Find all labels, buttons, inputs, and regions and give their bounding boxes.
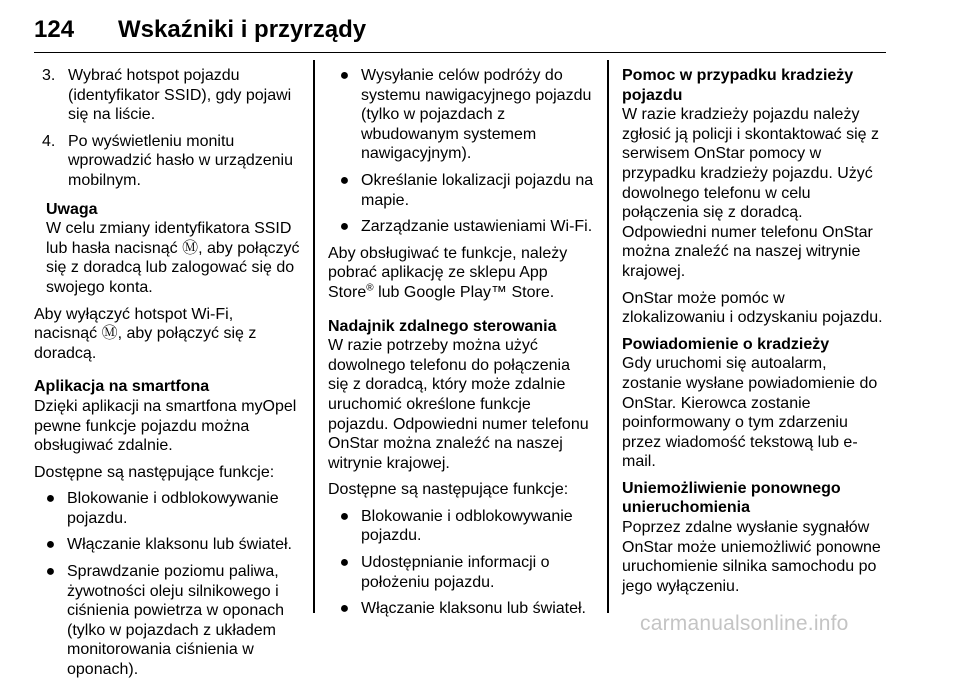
heading-theft-alert: Powiadomienie o kradzieży	[622, 335, 830, 353]
step-number: 4.	[42, 132, 56, 150]
step-text: Po wyświetleniu monitu wprowadzić hasło w urządzeniu mobilnym.	[68, 132, 293, 189]
list-item: ● Wysyłanie celów podróży do systemu nawigacyjnego pojazdu (tylko w pojazdach z wbudowanym systemem nawigacyjnym).	[328, 66, 594, 164]
list-item: ● Udostępnianie informacji o położeniu pojazdu.	[328, 553, 594, 592]
heading-remote-control: Nadajnik zdalnego sterowania	[328, 317, 557, 335]
note-title: Uwaga	[46, 200, 98, 218]
list-item: ● Blokowanie i odblokowywanie pojazdu.	[328, 507, 594, 546]
note-block	[34, 200, 300, 298]
theft-text: W razie kradzieży pojazdu należy zgłosić ją policji i skontaktować się z serwisem OnStar pomocy w przypadku kradzieży pojazdu. Użyć dowolnego telefonu w celu połączenia się z doradcą. Odpowiedni numer telefonu OnStar można znaleźć na naszej witrynie krajowej.	[622, 106, 879, 280]
step-4	[34, 132, 300, 191]
note-text: W celu zmiany identyfikatora SSID lub hasła nacisnąć Ⓜ, aby połączyć się z doradcą lub zalogować się do swojego konta.	[46, 220, 300, 296]
watermark: carmanualsonline.info	[640, 612, 849, 635]
immob-text: Poprzez zdalne wysłanie sygnałów OnStar może uniemożliwić ponowne uruchomienie silnika samochodu po jego wyłączeniu.	[622, 519, 881, 595]
bullet-icon: ●	[45, 563, 56, 581]
column-1	[34, 60, 300, 680]
functions-intro: Dostępne są następujące funkcje:	[328, 481, 569, 499]
list-item: ● Zarządzanie ustawieniami Wi-Fi.	[328, 217, 594, 237]
bullet-icon: ●	[45, 536, 56, 554]
step-text: Wybrać hotspot pojazdu (identyfikator SSID), gdy pojawi się na liście.	[68, 67, 292, 124]
bullet-icon: ●	[45, 490, 56, 508]
functions-intro: Dostępne są następujące funkcje:	[34, 463, 275, 481]
bullet-icon: ●	[339, 554, 350, 572]
heading-immobilisation: Uniemożliwienie ponownego unieruchomienia	[622, 479, 841, 517]
onstar-button-icon: Ⓜ	[101, 325, 118, 343]
app-text: Dzięki aplikacji na smartfona myOpel pewne funkcje pojazdu można obsługiwać zdalnie.	[34, 397, 297, 455]
bullet-icon: ●	[339, 171, 350, 189]
column-divider	[607, 60, 609, 613]
page-number: 124	[34, 16, 75, 43]
column-3	[622, 60, 888, 596]
list-item: ● Włączanie klaksonu lub świateł.	[34, 535, 300, 555]
list-item: ● Włączanie klaksonu lub świateł.	[328, 599, 594, 619]
bullet-icon: ●	[339, 507, 350, 525]
heading-theft-assistance: Pomoc w przypadku kradzieży pojazdu	[622, 67, 854, 104]
step-number: 3.	[42, 67, 56, 84]
remote-text: W razie potrzeby można użyć dowolnego telefonu do połączenia się z doradcą, który może zdalnie uruchomić określone funkcje pojazdu. Odpowiedni numer telefonu OnStar można znaleźć na naszej witrynie krajowej.	[328, 337, 589, 472]
page-title: Wskaźniki i przyrządy	[118, 16, 367, 43]
download-text: Aby obsługiwać te funkcje, należy pobrać aplikację ze sklepu App Store® lub Google Play™ Store.	[328, 244, 568, 301]
theft-text-2: OnStar może pomóc w zlokalizowaniu i odzyskaniu pojazdu.	[622, 289, 883, 327]
onstar-button-icon: Ⓜ	[182, 239, 199, 257]
list-item: ● Sprawdzanie poziomu paliwa, żywotności oleju silnikowego i ciśnienia powietrza w oponach (tylko w pojazdach z układem monitorowania ciśnienia w oponach).	[34, 562, 300, 680]
step-3	[34, 66, 300, 125]
column-2	[328, 60, 594, 619]
bullet-icon: ●	[339, 600, 350, 618]
list-item: ● Określanie lokalizacji pojazdu na mapie.	[328, 171, 594, 210]
page-header	[34, 0, 886, 53]
alert-text: Gdy uruchomi się autoalarm, zostanie wysłane powiadomienie do OnStar. Kierowca zostanie poinformowany o tym zdarzeniu przez wiadomość tekstową lub e-mail.	[622, 355, 878, 471]
hotspot-off-text: Aby wyłączyć hotspot Wi-Fi, nacisnąć Ⓜ, aby połączyć się z doradcą.	[34, 305, 257, 362]
bullet-icon: ●	[339, 218, 350, 236]
heading-smartphone-app: Aplikacja na smartfona	[34, 378, 210, 396]
list-item: ● Blokowanie i odblokowywanie pojazdu.	[34, 489, 300, 528]
bullet-icon: ●	[339, 67, 350, 84]
column-divider	[313, 60, 315, 613]
